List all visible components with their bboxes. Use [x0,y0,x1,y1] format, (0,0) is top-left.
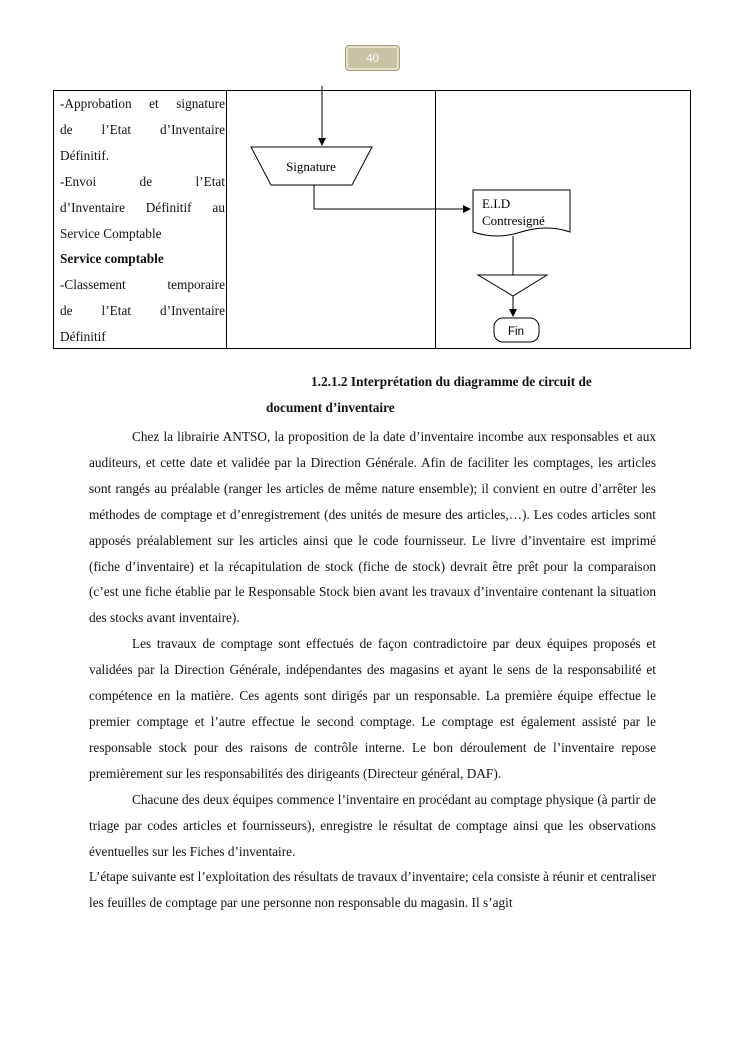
document-label-line2: Contresigné [482,213,545,228]
archive-shape [478,275,547,296]
table-cell-line: -Envoi de l’Etat [60,173,225,189]
table-cell-line: Service Comptable [60,225,162,241]
table-cell-line: de l’Etat d’Inventaire [60,121,225,137]
body-text [89,424,656,916]
signature-label: Signature [286,159,336,174]
table-cell-line: Définitif. [60,147,110,163]
table-cell-line: -Approbation et signature [60,96,225,111]
end-label: Fin [508,326,524,338]
paragraph: L’étape suivante est l’exploitation des résultats de travaux d’inventaire; cela consiste à réunir et centraliser les feuilles de comptage par une personne non responsable du magasin. Il s’agit [89,869,656,911]
paragraph: Chez la librairie ANTSO, la proposition de la date d’inventaire incombe aux responsables et aux auditeurs, et cette date et validée par la Direction Générale. Afin de faciliter les comptages, les articles sont rangés au préalable (ranger les articles de même nature ensemble); il convient en outre d’arrêter les méthodes de comptage et d’enregistrement (des unités de mesure des articles,…). Les codes articles sont apposés préalablement sur les articles ainsi que le code fournisseur. Le livre d’inventaire est imprimé (fiche d’inventaire) et la récapitulation de stock (fiche de stock) devrait être prêt pour la comparaison (c’est une fiche établie par le Responsable Stock bien avant les travaux d’inventaire contenant la situation des stocks avant inventaire). [89,429,656,626]
paragraph: Chacune des deux équipes commence l’inventaire en procédant au comptage physique (à partir de triage par codes articles et fournisseurs), enregistre le résultat de comptage ainsi que les observations éventuelles sur les Fiches d’inventaire. [89,791,656,859]
table-cell-line: d’Inventaire Définitif au [60,199,225,215]
signature-to-document-arrow [314,185,470,209]
table-cell-line: Définitif [60,329,106,345]
table-cell-line: Service comptable [60,251,164,267]
section-heading-line2: document d’inventaire [266,400,395,415]
table-cell-line: de l’Etat d’Inventaire [60,303,225,319]
section-heading-line1: 1.2.1.2 Interprétation du diagramme de circuit de [311,374,592,389]
paragraph: Les travaux de comptage sont effectués de façon contradictoire par deux équipes proposés et validées par la Direction Générale, indépendantes des magasins et ayant le sens de la responsabilité et compétence en la matière. Ces agents sont dirigés par un responsable. La première équipe effectue le premier comptage et l’autre effectue le second comptage. Le comptage est également assisté par le responsable stock pour des raisons de contrôle interne. Le bon déroulement de l’inventaire repose premièrement sur les responsabilités des dirigeants (Directeur général, DAF). [89,636,656,781]
page-number: 40 [345,45,400,71]
document-label-line1: E.I.D [482,196,511,211]
table-cell-line: -Classement temporaire [60,277,225,293]
flow-diagram [0,0,745,360]
